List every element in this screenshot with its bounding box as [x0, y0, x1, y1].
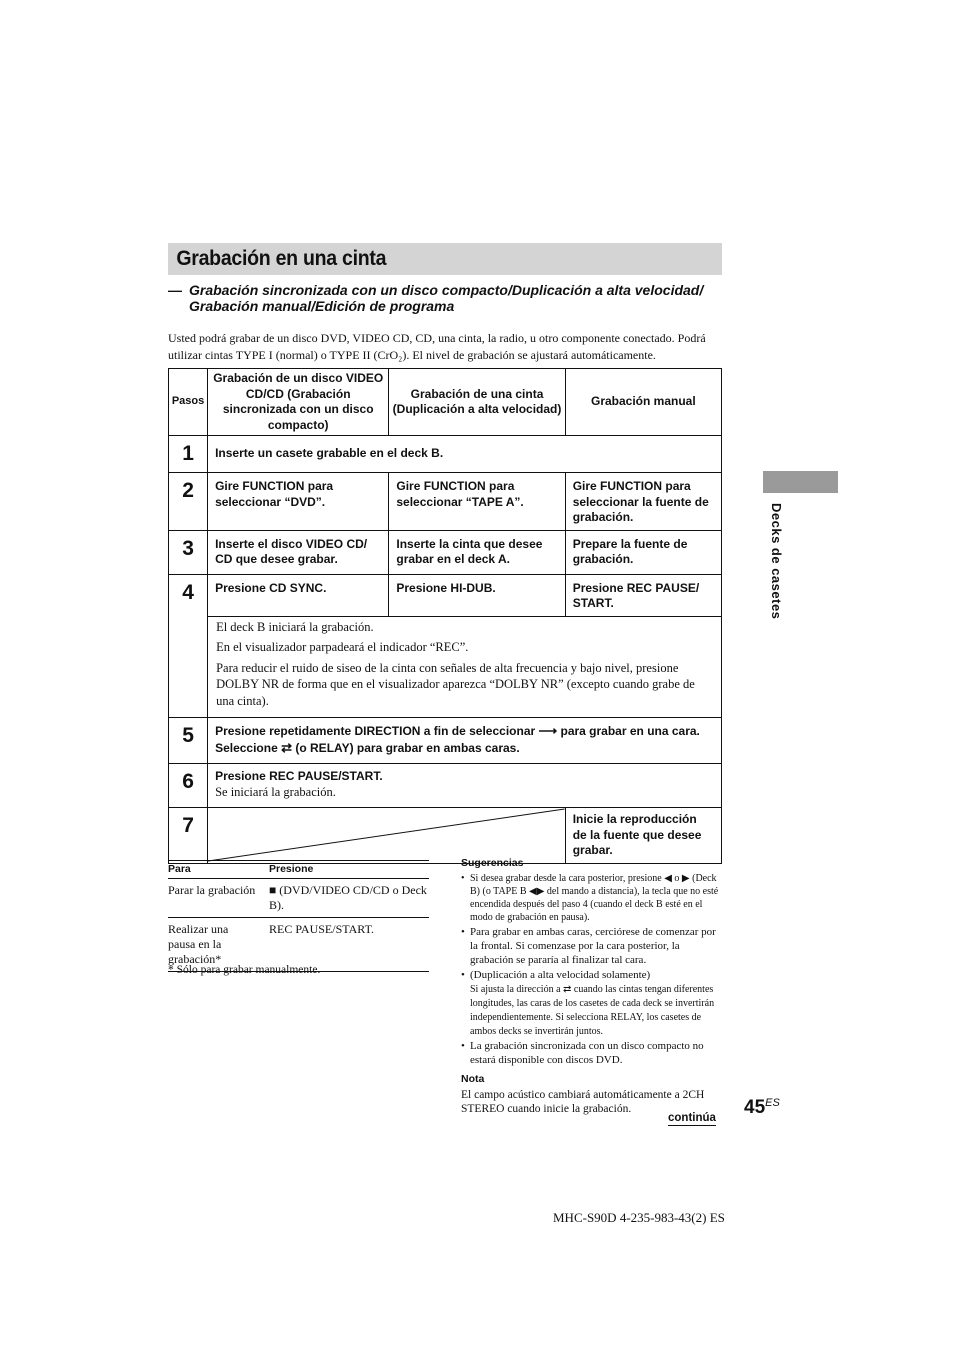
step-5-text-a: Presione repetidamente DIRECTION a fin de seleccionar [215, 724, 536, 738]
tips-section [461, 856, 723, 1068]
step-text [208, 764, 722, 808]
page-title: Grabación en una cinta [176, 247, 387, 270]
subtitle [168, 282, 728, 314]
controls-table [168, 860, 429, 972]
note-heading: Nota [461, 1073, 485, 1085]
control-button: ■ (DVD/VIDEO CD/CD o Deck B). [269, 879, 429, 918]
step-5-text-b: para grabar en una cara. [560, 724, 700, 738]
header-cd-sync: Grabación de un disco VIDEO CD/CD (Grabación sincronizada con un disco compacto) [208, 369, 389, 436]
note-text: En el visualizador parpadeará el indicador “REC”. [216, 640, 469, 654]
tips-list [461, 872, 723, 1067]
controls-footnote: * Sólo para grabar manualmente. [168, 964, 321, 976]
subtitle-line1: Grabación sincronizada con un disco compacto/Duplicación a alta velocidad/ [189, 282, 704, 298]
step-number: 3 [169, 530, 208, 574]
section-title-band [168, 243, 722, 275]
step-cell-cd: Inserte el disco VIDEO CD/ CD que desee grabar. [208, 530, 389, 574]
steps-table [168, 368, 722, 864]
step-row-7 [169, 808, 722, 864]
page-number [744, 1097, 780, 1119]
step-row-4-note [169, 616, 722, 718]
step-row-3 [169, 530, 722, 574]
control-action: Realizar una pausa en la grabación* [168, 918, 269, 972]
step-number: 6 [169, 764, 208, 808]
page-number-value: 45 [744, 1097, 766, 1118]
step-text: Inserte un casete grabable en el deck B. [208, 436, 722, 473]
step-number: 4 [169, 574, 208, 718]
step-5-text-d: (o RELAY) para grabar en ambas caras. [295, 740, 520, 755]
step-number: 1 [169, 436, 208, 473]
step-6-instruction: Presione REC PAUSE/START. [215, 769, 383, 783]
note-text: El deck B iniciará la grabación. [216, 619, 374, 634]
header-hi-dub: Grabación de una cinta (Duplicación a alta velocidad) [389, 369, 565, 436]
section-tab [763, 471, 838, 493]
step-row-2 [169, 473, 722, 531]
step-4-notes [208, 616, 722, 718]
continued-label: continúa [668, 1112, 716, 1124]
note-text: Para reducir el ruido de siseo de la cinta con señales de alta frecuencia y bajo nivel, presione DOLBY NR de forma que en el visualizador aparezca “DOLBY NR” (excepto cuando grabe de una cinta). [216, 660, 695, 708]
step-cell-tape: Gire FUNCTION para seleccionar “TAPE A”. [389, 473, 565, 531]
step-row-4 [169, 574, 722, 616]
header-para: Para [168, 861, 269, 879]
step-cell-tape: Presione HI-DUB. [389, 574, 565, 616]
tips-heading: Sugerencias [461, 857, 524, 869]
list-item [461, 968, 723, 1038]
controls-header-row [168, 861, 429, 879]
step-cell-manual: Inicie la reproducción de la fuente que desee grabar. [565, 808, 721, 864]
tip-qualifier: (Duplicación a alta velocidad solamente) [470, 969, 651, 981]
step-cell-tape: Inserte la cinta que desee grabar en el deck A. [389, 530, 565, 574]
step-row-5 [169, 718, 722, 764]
one-side-direction-icon: ⟶ [538, 723, 558, 738]
note-section [461, 1072, 723, 1116]
subtitle-line2: Grabación manual/Edición de programa [189, 298, 455, 314]
list-item: • Si desea grabar desde la cara posterior, presione ◀ o ▶ (Deck B) (o TAPE B ◀▶ del mando a distancia), la tecla que no esté encendida después del paso 4 (cuando el deck B esté en el modo de grabación en pausa). [461, 872, 723, 924]
subtitle-dash: — [168, 282, 182, 298]
tip-detail: Si ajusta la dirección a ⇄ cuando las cintas tengan diferentes longitudes, las caras de los casetes de cada deck se invertirán independientemente. Si selecciona RELAY, los casetes de ambos decks se invertirán juntos. [470, 984, 715, 1037]
header-pasos: Pasos [169, 369, 208, 436]
model-footer: MHC-S90D 4-235-983-43(2) ES [553, 1210, 725, 1225]
diagonal-strike-line [208, 808, 565, 863]
control-action: Parar la grabación [168, 879, 269, 918]
both-sides-direction-icon: ⇄ [281, 739, 293, 755]
step-5-text-c: Seleccione [215, 740, 278, 755]
step-row-6 [169, 764, 722, 808]
step-cell-cd: Presione CD SYNC. [208, 574, 389, 616]
step-number: 7 [169, 808, 208, 864]
step-cell-manual: Presione REC PAUSE/ START. [565, 574, 721, 616]
step-text [208, 718, 722, 764]
control-button: REC PAUSE/START. [269, 918, 429, 972]
step-cell-manual: Prepare la fuente de grabación. [565, 530, 721, 574]
table-header-row [169, 369, 722, 436]
intro-paragraph: Usted podrá grabar de un disco DVD, VIDEO CD, CD, una cinta, la radio, u otro componente conectado. Podrá utilizar cintas TYPE I (normal) o TYPE II (CrO₂). El nivel de grabación se ajustará automáticamente. [168, 331, 706, 362]
list-item: • La grabación sincronizada con un disco compacto no estará disponible con discos DVD. [461, 1039, 723, 1067]
step-number: 2 [169, 473, 208, 531]
step-row-1 [169, 436, 722, 473]
step-cell-cd: Gire FUNCTION para seleccionar “DVD”. [208, 473, 389, 531]
step-number: 5 [169, 718, 208, 764]
not-applicable-cell [208, 808, 566, 864]
side-section-label: Decks de casetes [769, 503, 784, 620]
header-presione: Presione [269, 861, 429, 879]
step-cell-manual: Gire FUNCTION para seleccionar la fuente de grabación. [565, 473, 721, 531]
page-language-suffix: ES [765, 1097, 780, 1109]
table-row [168, 879, 429, 918]
step-6-result: Se iniciará la grabación. [215, 784, 336, 799]
header-manual: Grabación manual [565, 369, 721, 436]
note-text: El campo acústico cambiará automáticamente a 2CH STEREO cuando inicie la grabación. [461, 1089, 705, 1115]
list-item: • Para grabar en ambas caras, cerciórese de comenzar por la frontal. Si comenzase por la cara posterior, la grabación se pararía al finalizar tal cara. [461, 925, 723, 967]
